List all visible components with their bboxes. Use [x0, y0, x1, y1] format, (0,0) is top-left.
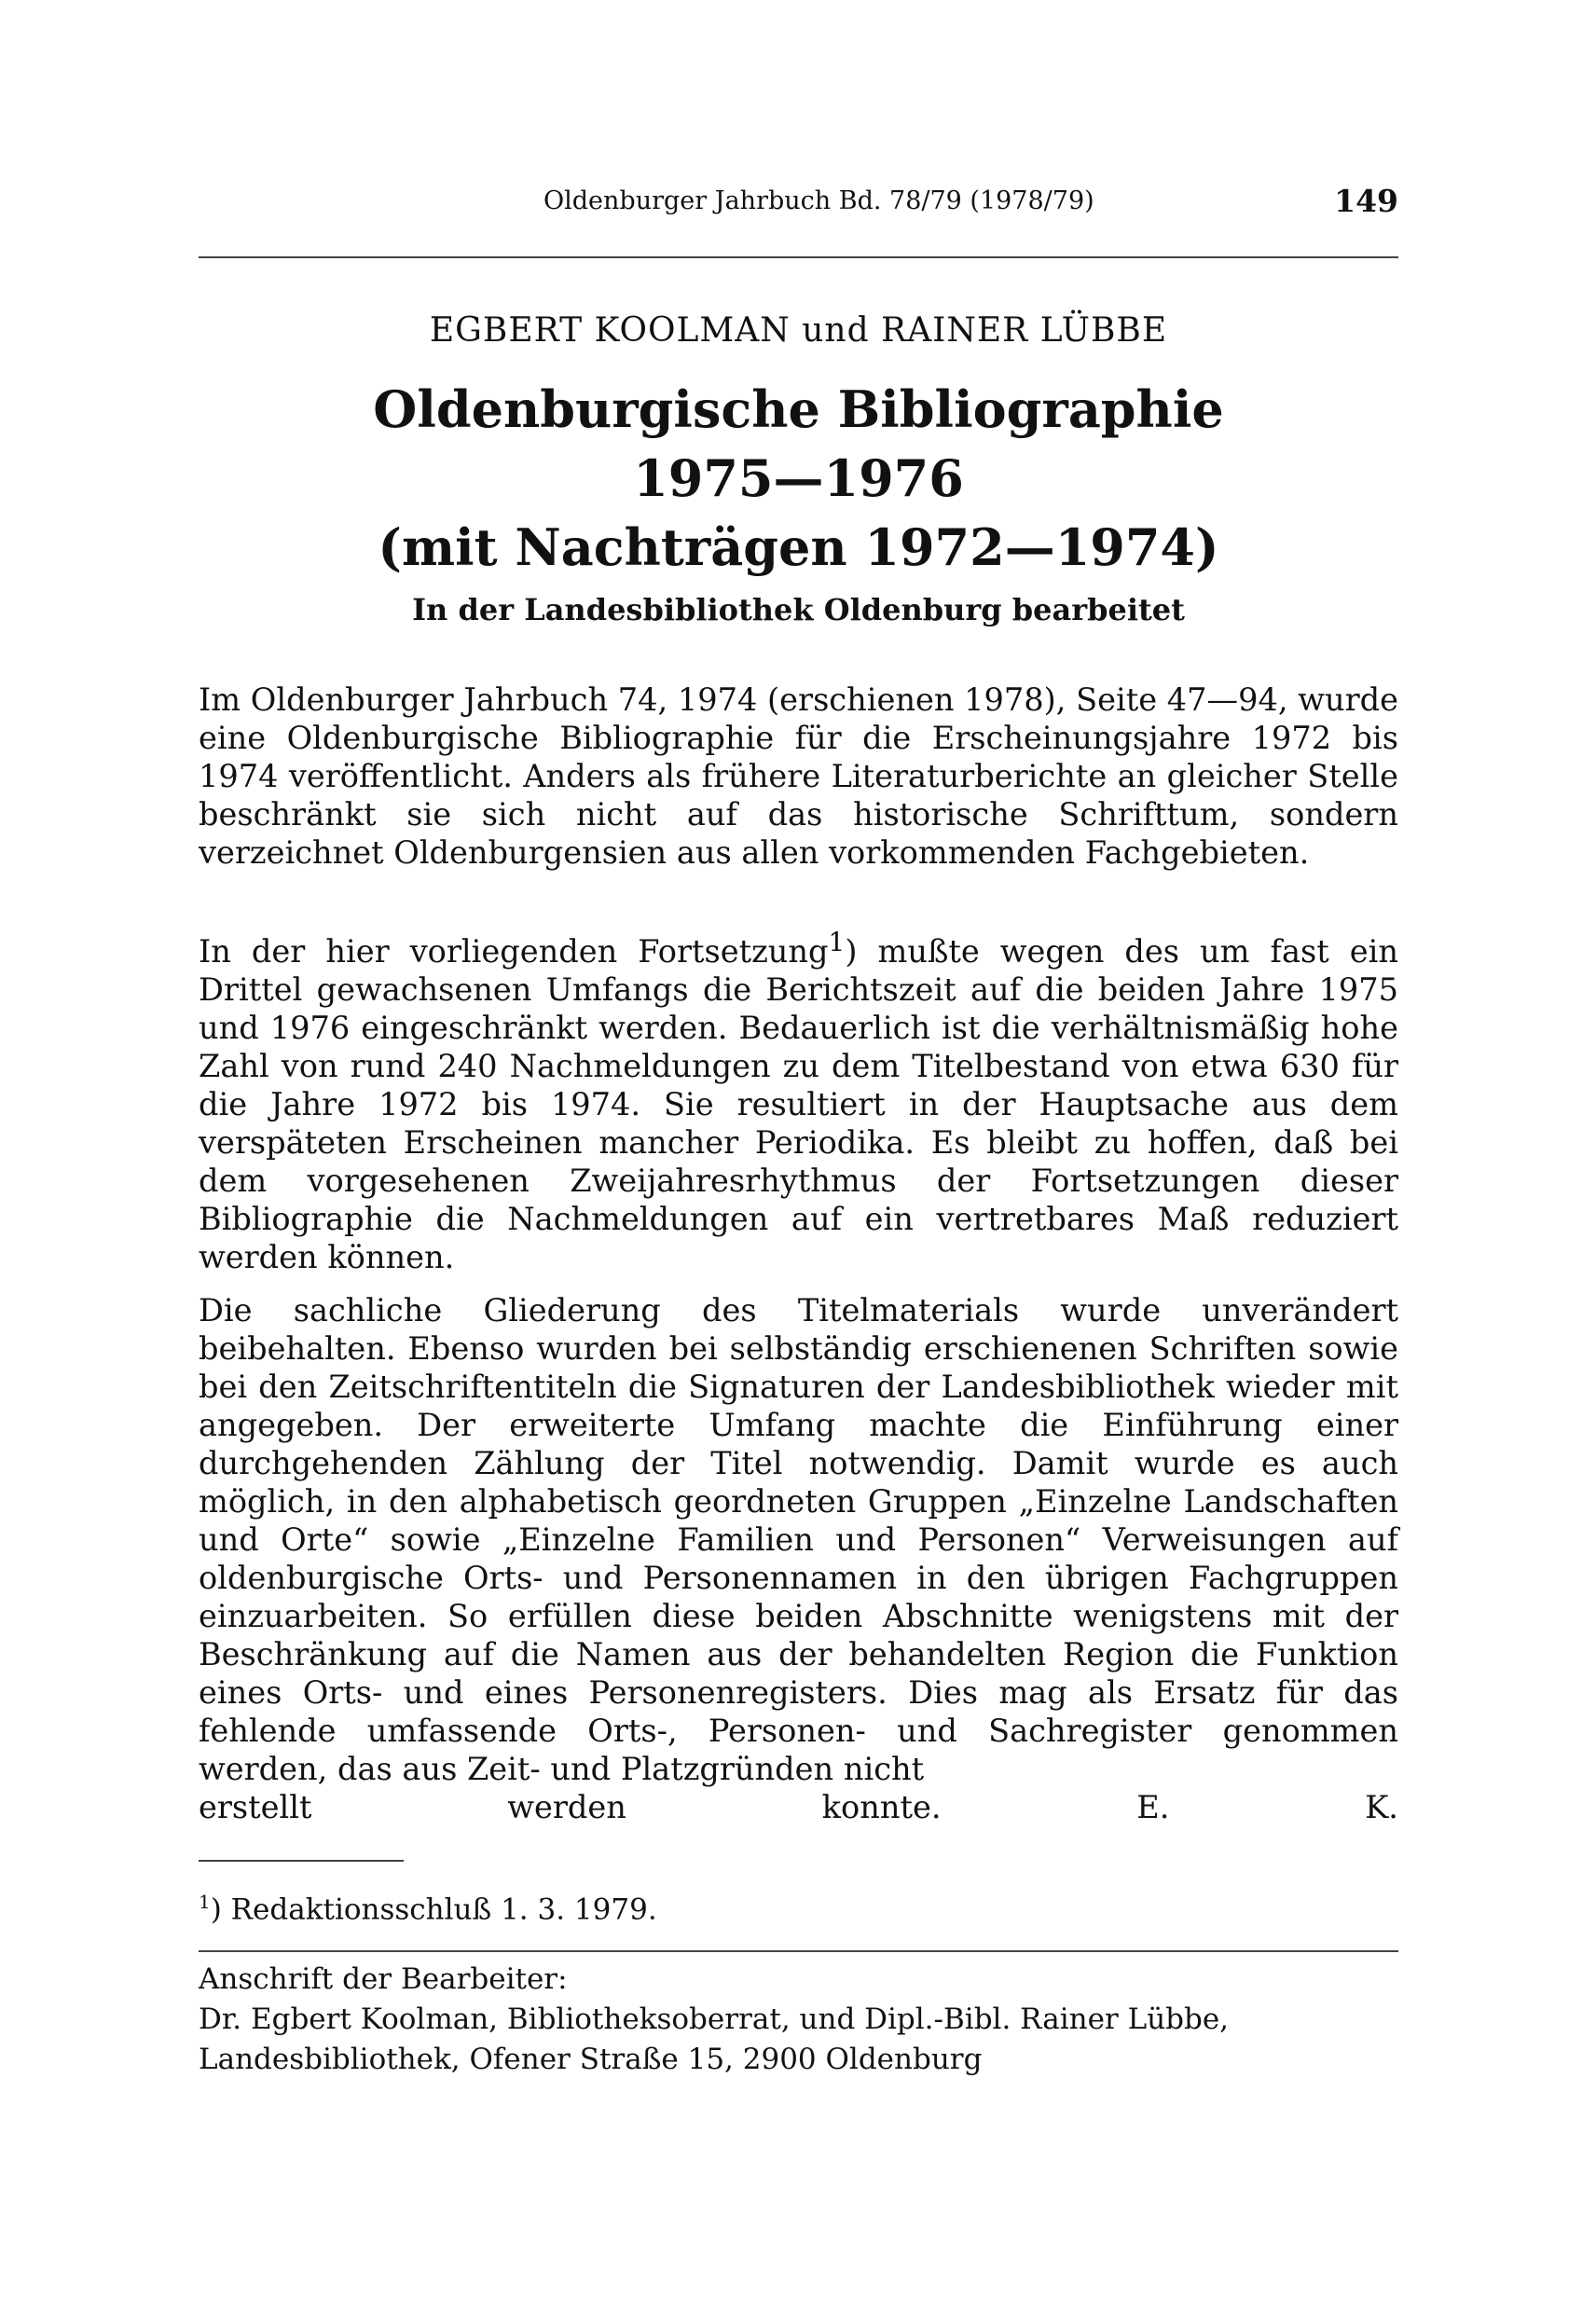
- paragraph-3-closing: [199, 1788, 1398, 1826]
- address-heading: Anschrift der Bearbeiter:: [199, 1962, 568, 1996]
- footnote-rule: [199, 1860, 404, 1862]
- paragraph-2-rest: ) mußte wegen des um fast ein Drittel gewachsenen Umfangs die Berichtszeit auf die beiden Jahre 1975 und 1976 eingeschränkt werden. Bedauerlich ist die verhältnismäßig hohe Zahl von rund 240 Nachmeldungen zu dem Titelbestand von etwa 630 für die Jahre 1972 bis 1974. Sie resultiert in der Hauptsache aus dem verspäteten Erscheinen mancher Periodika. Es bleibt zu hoffen, daß bei dem vorgesehenen Zweijahresrhythmus der Fortsetzungen dieser Bibliographie die Nachmeldungen auf ein vertretbares Maß reduziert werden können.: [199, 933, 1398, 1276]
- paragraph-1: [199, 681, 1398, 872]
- paragraph-3-text: Die sachliche Gliederung des Titelmaterials wurde unverändert beibehalten. Ebenso wurden bei selbständig erschienenen Schriften sowie bei den Zeitschriftentiteln die Signaturen der Landesbibliothek wieder mit angegeben. Der erweiterte Umfang machte die Einführung einer durchgehenden Zählung der Titel notwendig. Damit wurde es auch möglich, in den alphabetisch geordneten Gruppen „Einzelne Landschaften und Orte“ sowie „Einzelne Familien und Personen“ Verweisungen auf oldenburgische Orts- und Personennamen in den übrigen Fachgruppen einzuarbeiten. So erfüllen diese beiden Abschnitte wenigstens mit der Beschränkung auf die Namen aus der behandelten Region die Funktion eines Orts- und eines Personenregisters. Dies mag als Ersatz für das fehlende umfassende Orts-, Personen- und Sachregister genommen werden, das aus Zeit- und Platzgründen nicht: [199, 1292, 1398, 1787]
- title-line-3: (mit Nachträgen 1972—1974): [378, 517, 1219, 577]
- title-line-2: 1975—1976: [633, 448, 964, 508]
- article-title: [199, 375, 1398, 634]
- authors: EGBERT KOOLMAN und RAINER LÜBBE: [429, 311, 1168, 350]
- journal-citation: Oldenburger Jahrbuch Bd. 78/79 (1978/79): [543, 186, 1094, 215]
- page-number: 149: [1334, 183, 1398, 219]
- title-line-1: Oldenburgische Bibliographie: [373, 379, 1224, 439]
- footnote-marker: 1: [199, 1891, 211, 1913]
- address-line-1: Dr. Egbert Koolman, Bibliotheksoberrat, und Dipl.-Bibl. Rainer Lübbe,: [199, 2002, 1230, 2036]
- footnote-text: ) Redaktionsschluß 1. 3. 1979.: [210, 1892, 657, 1927]
- header-rule: [199, 256, 1398, 258]
- address-rule: [199, 1950, 1398, 1952]
- paragraph-1-text: Im Oldenburger Jahrbuch 74, 1974 (erschienen 1978), Seite 47—94, wurde eine Oldenburgische Bibliographie für die Erscheinungsjahre 1972 bis 1974 veröffentlicht. Anders als frühere Literaturberichte an gleicher Stelle beschränkt sie sich nicht auf das historische Schrifttum, sondern verzeichnet Oldenburgensien aus allen vorkommenden Fachgebieten.: [199, 681, 1398, 871]
- footnote-reference: 1: [828, 927, 846, 957]
- paragraph-2-text: [199, 923, 1398, 1276]
- running-header: [199, 183, 1398, 231]
- address-line-2: Landesbibliothek, Ofener Straße 15, 2900 Oldenburg: [199, 2043, 983, 2076]
- footnote: [199, 1883, 1398, 1928]
- paragraph-2-start: In der hier vorliegenden Fortsetzung: [199, 933, 829, 970]
- paragraph-3: [199, 1291, 1398, 1826]
- paragraph-2: [199, 923, 1398, 1276]
- paragraph-3-last-line: erstellt werden konnte.: [199, 1789, 942, 1825]
- editor-address: [199, 1960, 1398, 2080]
- signature: E. K.: [1136, 1789, 1398, 1825]
- subtitle: In der Landesbibliothek Oldenburg bearbeitet: [412, 592, 1185, 627]
